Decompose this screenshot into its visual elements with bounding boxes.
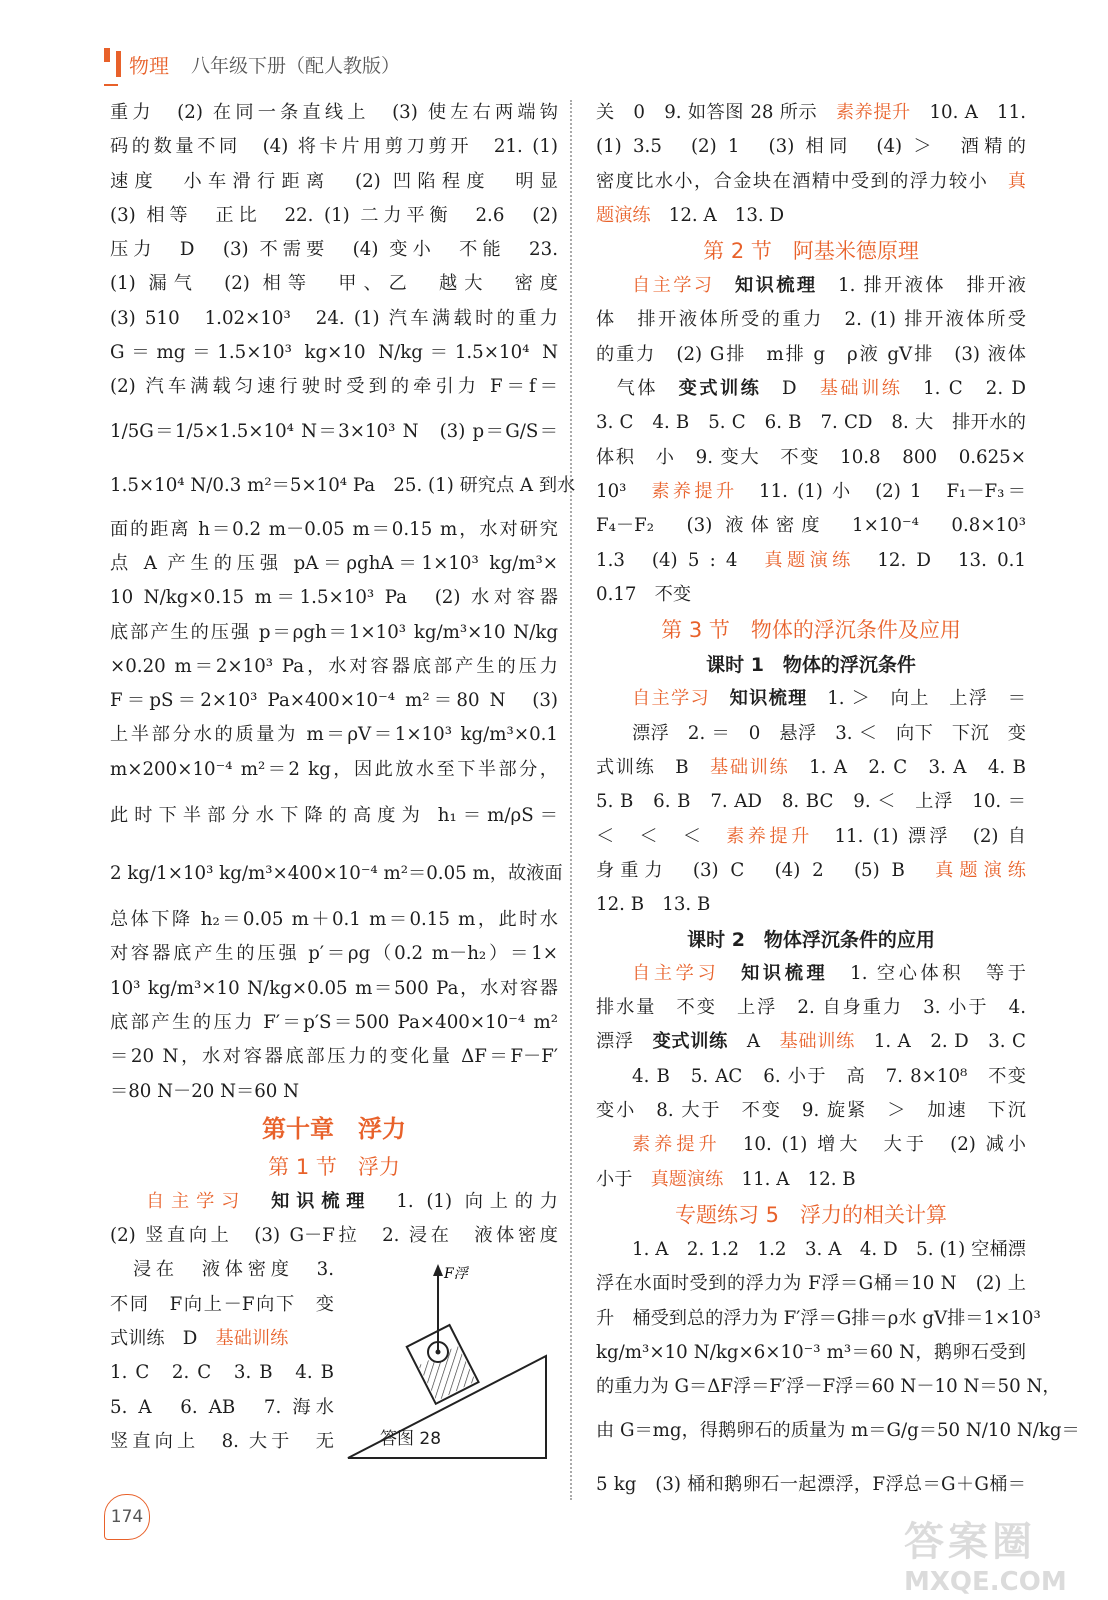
text-line [596,820,1026,854]
text-line: 12. B 13. B [596,894,711,916]
text-line: 1. C 2. C 3. B 4. B [110,1362,334,1384]
text-line [596,475,1026,509]
text-line: (3) 510 1.02×10³ 24. (1) 汽车满载时的重力 [110,307,558,329]
watermark-logo: 答案圈 MXQE.COM [904,1519,1067,1597]
text-span: 1. ＞ 向上 上浮 ＝ [827,688,1026,710]
text-line: 速度 小车滑行距离 (2) 凹陷程度 明显 [110,170,558,192]
text-line: 5. A 6. AB 7. 海水 [110,1396,334,1418]
text-span: 11. (1) 漂浮 (2) 自 [812,825,1026,847]
force-label: F浮 [444,1266,468,1282]
section-tag: 基础训练 [819,378,903,400]
text-span: 1. A 2. D 3. C [854,1031,1026,1053]
lesson-title: 课时 1 物体的浮沉条件 [706,654,916,677]
bold-tag: 知识梳理 [729,688,828,710]
section-tag: 自主学习 [146,1190,272,1212]
header-underline [104,84,118,86]
page-header [104,44,400,84]
text-line: 漂浮 2. ＝ 0 悬浮 3. ＜ 向下 下沉 变 [632,722,1026,744]
text-line [596,372,1026,406]
text-line: 浸在 液体密度 3. [110,1259,334,1281]
bold-tag: 知识梳理 [741,962,851,984]
text-line [596,751,1026,785]
figure-caption: 答图 28 [380,1429,442,1449]
text-span: ＜ ＜ ＜ [596,825,727,847]
text-line: 5. B 6. B 7. AD 8. BC 9. ＜ 上浮 10. ＝ [596,791,1026,813]
text-span: 11. A 12. B [723,1168,856,1190]
text-line: 体 排开液体所受的重力 2. (1) 排开液体所受 [596,309,1026,331]
text-line: ＝80 N－20 N＝60 N [110,1080,300,1102]
section-tag: 基础训练 [710,757,790,779]
section-tag: 素养提升 [726,825,813,847]
text-line: 竖直向上 8. 大于 无 [110,1430,334,1452]
text-line [110,1322,334,1356]
text-span: 1.3 (4) 5 : 4 [596,549,765,571]
text-line: 浮在水面时受到的浮力为 F浮＝G桶＝10 N (2) 上 [596,1273,1026,1295]
text-line: 3. C 4. B 5. C 6. B 7. CD 8. 大 排开水的 [596,412,1026,434]
text-span: 漂浮 [596,1031,653,1053]
text-span: 小于 [596,1168,651,1190]
section-title: 第 2 节 阿基米德原理 [703,239,919,264]
left-column [110,96,576,1459]
text-line: 1/5G＝1/5×1.5×10⁴ N＝3×10³ N (3) p＝G/S＝ [110,420,558,442]
section-tag: 真 [1007,170,1026,192]
section-tag: 真题演练 [935,859,1026,881]
text-line [596,1025,1026,1059]
text-line: m×200×10⁻⁴ m²＝2 kg，因此放水至下半部分， [110,758,558,780]
text-span: 1. C 2. D [902,378,1026,400]
text-line [110,1185,558,1219]
text-line: (2) 竖直向上 (3) G－F拉 2. 浸在 液体密度 [110,1225,558,1247]
text-line: 的重力为 G＝ΔF浮＝F′浮－F浮＝60 N－10 N＝50 N， [596,1376,1061,1398]
text-line: (2) 汽车满载匀速行驶时受到的牵引力 F＝f＝ [110,376,558,398]
section-tag: 基础训练 [215,1328,289,1350]
section-tag: 自主学习 [632,275,736,297]
text-line: 10³ kg/m³×10 N/kg×0.05 m＝500 Pa，水对容器 [110,977,558,999]
text-line: 点 A 产生的压强 pA＝ρghA＝1×10³ kg/m³× [110,552,558,574]
text-line: 10 N/kg×0.15 m＝1.5×10³ Pa (2) 水对容器 [110,587,558,609]
section-tag: 题演练 [596,204,651,226]
text-span: 1. 空心体积 等于 [850,962,1026,984]
text-line: 体积 小 9. 变大 不变 10.8 800 0.625× [596,446,1026,468]
text-span: 气体 [596,378,679,400]
text-span: 1. A 2. C 3. A 4. B [789,757,1026,779]
text-line: 面的距离 h＝0.2 m－0.05 m＝0.15 m，水对研究 [110,518,558,540]
header-book-title: 八年级下册（配人教版） [191,54,401,77]
text-span: 密度比水小，合金块在酒精中受到的浮力较小 [596,170,1008,192]
column-divider [570,100,572,1500]
section-tag: 自主学习 [632,962,742,984]
text-line [596,854,1026,888]
bold-tag: 知识梳理 [271,1190,397,1212]
text-line [596,269,1026,303]
text-line: 排水量 不变 上浮 2. 自身重力 3. 小于 4. [596,997,1026,1019]
text-line: kg/m³×10 N/kg×6×10⁻³ m³＝60 N，鹅卵石受到 [596,1341,1026,1363]
text-line: 底部产生的压力 F′＝p′S＝500 Pa×400×10⁻⁴ m² [110,1011,558,1033]
section-title: 第 3 节 物体的浮沉条件及应用 [661,618,961,643]
text-span: 11. (1) 小 (2) 1 F₁－F₃＝ [737,480,1026,502]
text-line: 2 kg/1×10³ kg/m³×400×10⁻⁴ m²＝0.05 m，故液面 [110,863,563,885]
text-line: 0.17 不变 [596,583,692,605]
text-span: 关 0 9. 如答图 28 所示 [596,102,836,123]
section-title: 第 1 节 浮力 [268,1154,400,1179]
text-line: 的重力 (2) G排 m排 g ρ液 gV排 (3) 液体 [596,343,1026,365]
text-line: 码的数量不同 (4) 将卡片用剪刀剪开 21. (1) [110,136,558,158]
text-span: 1. (1) 向上的力 [396,1190,558,1212]
bold-tag: 知识梳理 [735,275,839,297]
text-span: 10. A 11. [910,102,1026,123]
text-span: 10. (1) 增大 大于 (2) 减小 [720,1134,1026,1156]
lesson-title: 课时 2 物体浮沉条件的应用 [687,928,935,951]
bold-tag: 变式训练 [652,1031,729,1053]
section-tag: 真题演练 [764,549,855,571]
text-line [596,199,1026,233]
text-line: 底部产生的压强 p＝ρgh＝1×10³ kg/m³×10 N/kg [110,621,558,643]
text-line: G＝mg＝1.5×10³ kg×10 N/kg＝1.5×10⁴ N [110,342,558,364]
text-span: 式训练 B [596,757,711,779]
text-line: 变小 8. 大于 不变 9. 旋紧 ＞ 加速 下沉 [596,1100,1026,1122]
section-tag: 基础训练 [779,1031,855,1053]
text-line [596,682,1026,716]
section-tag: 素养提升 [651,480,738,502]
section-title: 专题练习 5 浮力的相关计算 [674,1202,948,1227]
text-span: 身重力 (3) C (4) 2 (5) B [596,859,936,881]
text-line: 由 G＝mg，得鹅卵石的质量为 m＝G/g＝50 N/10 N/kg＝ [596,1420,1080,1442]
text-line [596,96,1026,130]
text-line: 总体下降 h₂＝0.05 m＋0.1 m＝0.15 m，此时水 [110,909,558,931]
bold-tag: 变式训练 [678,378,762,400]
header-subject: 物理 [129,53,169,78]
section-tag: 素养提升 [632,1134,721,1156]
section-tag: 素养提升 [835,102,911,123]
text-line [596,544,1026,578]
text-line: 此时下半部分水下降的高度为 h₁＝m/ρS＝ [110,805,558,827]
section-tag: 自主学习 [632,688,730,710]
text-span: 12. A 13. D [650,204,785,226]
text-span: D [761,378,820,400]
text-line: 对容器底产生的压强 p′＝ρg（0.2 m－h₂）＝1× [110,943,558,965]
text-line: 1. A 2. 1.2 1.2 3. A 4. D 5. (1) 空桶漂 [632,1238,1026,1260]
page-number: 174 [104,1494,150,1540]
text-span: 10³ [596,480,652,502]
header-accent [104,48,110,62]
text-line: F₄－F₂ (3) 液体密度 1×10⁻⁴ 0.8×10³ [596,515,1026,537]
text-line: 4. B 5. AC 6. 小于 高 7. 8×10⁸ 不变 [632,1065,1026,1087]
text-span: 12. D 13. 0.1 [854,549,1026,571]
chapter-title: 第十章 浮力 [262,1114,406,1143]
text-line [596,165,1026,199]
text-line [596,1163,1026,1197]
text-span: A [728,1031,780,1053]
header-accent-bar [116,51,121,77]
text-line: ＝20 N，水对容器底部压力的变化量 ΔF＝F－F′ [110,1046,558,1068]
text-line: F＝pS＝2×10³ Pa×400×10⁻⁴ m²＝80 N (3) [110,690,558,712]
text-line: (1) 漏气 (2) 相等 甲、乙 越大 密度 [110,273,558,295]
text-line: 升 桶受到总的浮力为 F′浮＝G排＝ρ水 gV排＝1×10³ [596,1307,1041,1329]
section-tag: 真题演练 [650,1168,724,1190]
text-span: 式训练 D [110,1328,216,1350]
text-line [596,1128,1026,1162]
text-line: 重力 (2) 在同一条直线上 (3) 使左右两端钩 [110,102,558,123]
right-column [596,96,1080,1512]
figure-answer-28 [342,1260,552,1480]
text-line: 压力 D (3) 不需要 (4) 变小 不能 23. [110,239,558,261]
text-line: 上半部分水的质量为 m＝ρV＝1×10³ kg/m³×0.1 [110,724,558,746]
text-span: 1. 排开液体 排开液 [838,275,1026,297]
text-line: ×0.20 m＝2×10³ Pa，水对容器底部产生的压力 [110,655,558,677]
text-line: 1.5×10⁴ N/0.3 m²＝5×10⁴ Pa 25. (1) 研究点 A 到水 [110,474,576,496]
text-line: (1) 3.5 (2) 1 (3) 相同 (4) ＞ 酒精的 [596,136,1026,158]
text-line: 不同 F向上－F向下 变 [110,1293,334,1315]
text-line: 5 kg (3) 桶和鹅卵石一起漂浮，F浮总＝G＋G桶＝ [596,1474,1026,1496]
text-line [596,957,1026,991]
text-line: (3) 相等 正比 22. (1) 二力平衡 2.6 (2) [110,204,558,226]
